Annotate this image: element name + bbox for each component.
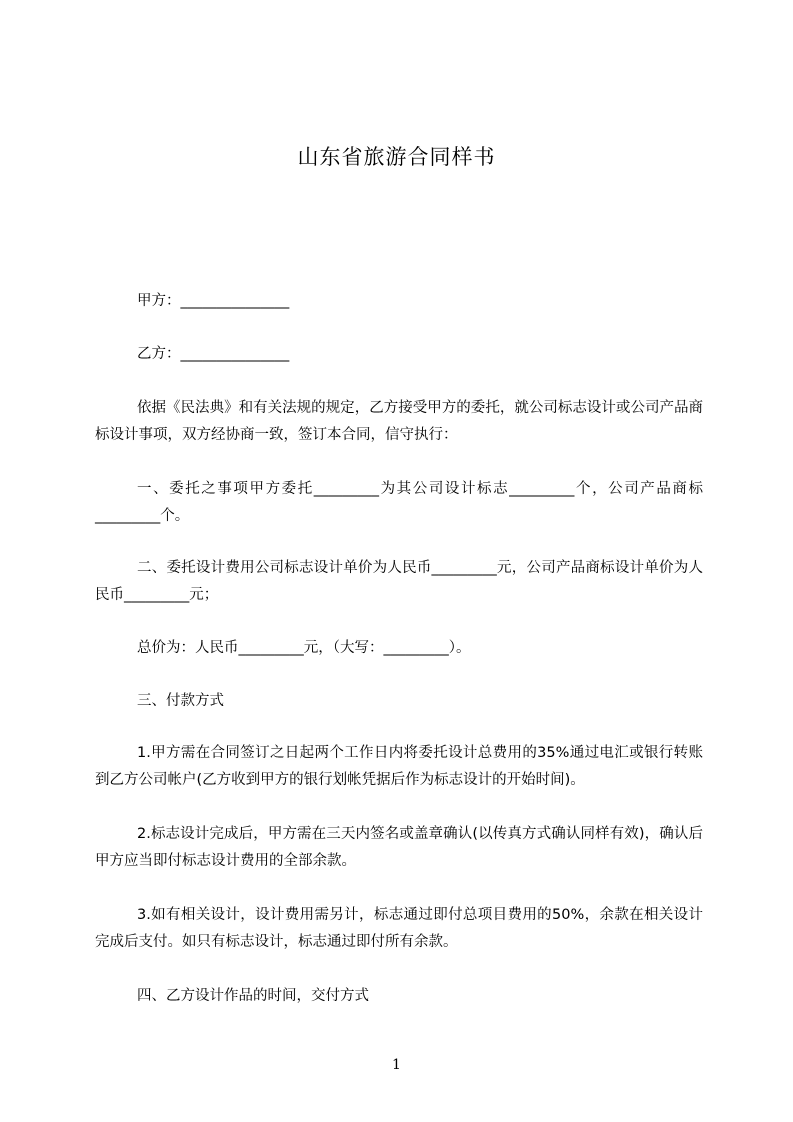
payment-item-2: 2.标志设计完成后，甲方需在三天内签名或盖章确认(以传真方式确认同样有效)，确认后甲方应当即付标志设计费用的全部余款。 — [95, 826, 703, 869]
total-price-line: 总价为：人民币_________元，（大写：_________）。 — [137, 640, 471, 656]
clause-1-paragraph: 一、委托之事项甲方委托_________为其公司设计标志_________个，公司产品商标_________个。 — [95, 481, 703, 524]
clause-4-heading: 四、乙方设计作品的时间，交付方式 — [137, 988, 369, 1004]
page-number: 1 — [392, 1057, 401, 1073]
clause-3-heading: 三、付款方式 — [137, 693, 224, 709]
party-a-line: 甲方：_______________ — [137, 293, 290, 309]
payment-item-3: 3.如有相关设计，设计费用需另计，标志通过即付总项目费用的50%，余款在相关设计完成后支付。如只有标志设计，标志通过即付所有余款。 — [95, 907, 703, 950]
clause-2-paragraph: 二、委托设计费用公司标志设计单价为人民币_________元，公司产品商标设计单价为人民币_________元； — [95, 560, 703, 603]
preamble-paragraph: 依据《民法典》和有关法规的规定，乙方接受甲方的委托，就公司标志设计或公司产品商标设计事项，双方经协商一致，签订本合同，信守执行： — [95, 400, 703, 443]
party-b-line: 乙方：_______________ — [137, 346, 290, 362]
payment-item-1: 1.甲方需在合同签订之日起两个工作日内将委托设计总费用的35%通过电汇或银行转账到乙方公司帐户(乙方收到甲方的银行划帐凭据后作为标志设计的开始时间)。 — [95, 745, 703, 788]
document-title: 山东省旅游合同样书 — [297, 145, 496, 169]
